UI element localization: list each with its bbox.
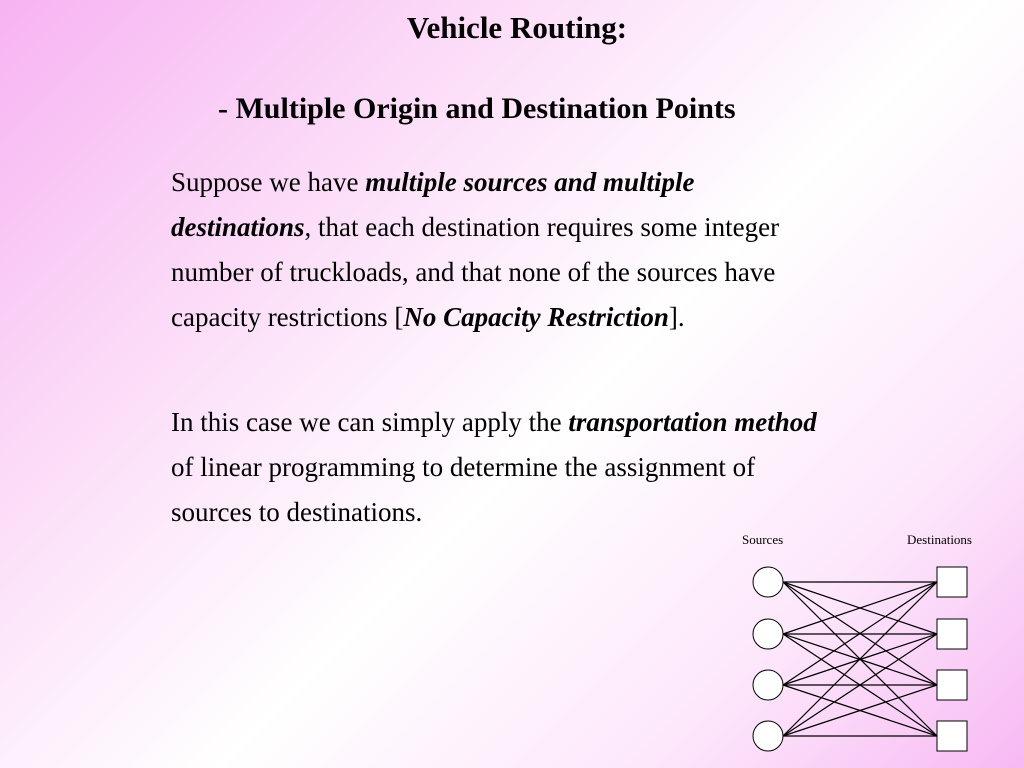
intro-text-3: number of truckloads, and that none of the sources have <box>171 257 776 287</box>
destination-node <box>937 619 967 649</box>
source-node <box>753 567 783 597</box>
sources-label: Sources <box>742 532 784 547</box>
method-text-2: of linear programming to determine the assignment of <box>171 452 756 482</box>
intro-text-2: , that each destination requires some integer <box>304 212 780 242</box>
intro-emphasis-1: multiple sources and multiple <box>365 167 695 197</box>
intro-emphasis-3: No Capacity Restriction <box>403 302 669 332</box>
destination-node <box>937 670 967 700</box>
intro-text-5: ]. <box>668 302 685 332</box>
source-node <box>753 619 783 649</box>
source-node <box>753 721 783 751</box>
method-text-3: sources to destinations. <box>171 497 423 527</box>
slide-title: Vehicle Routing: <box>406 10 628 45</box>
intro-text-4: capacity restrictions [ <box>171 302 404 332</box>
intro-emphasis-2: destinations <box>171 212 305 242</box>
transportation-network-diagram <box>730 530 1010 760</box>
paragraph-intro <box>171 160 931 340</box>
destination-node <box>937 567 967 597</box>
network-edges <box>783 582 937 736</box>
destination-node <box>937 721 967 751</box>
intro-text-1: Suppose we have <box>171 167 366 197</box>
slide-subtitle: - Multiple Origin and Destination Points <box>218 92 736 125</box>
method-emphasis: transportation method <box>568 407 817 437</box>
source-node <box>753 670 783 700</box>
destinations-label: Destinations <box>907 532 972 547</box>
method-text-1: In this case we can simply apply the <box>171 407 569 437</box>
paragraph-method <box>171 400 931 535</box>
